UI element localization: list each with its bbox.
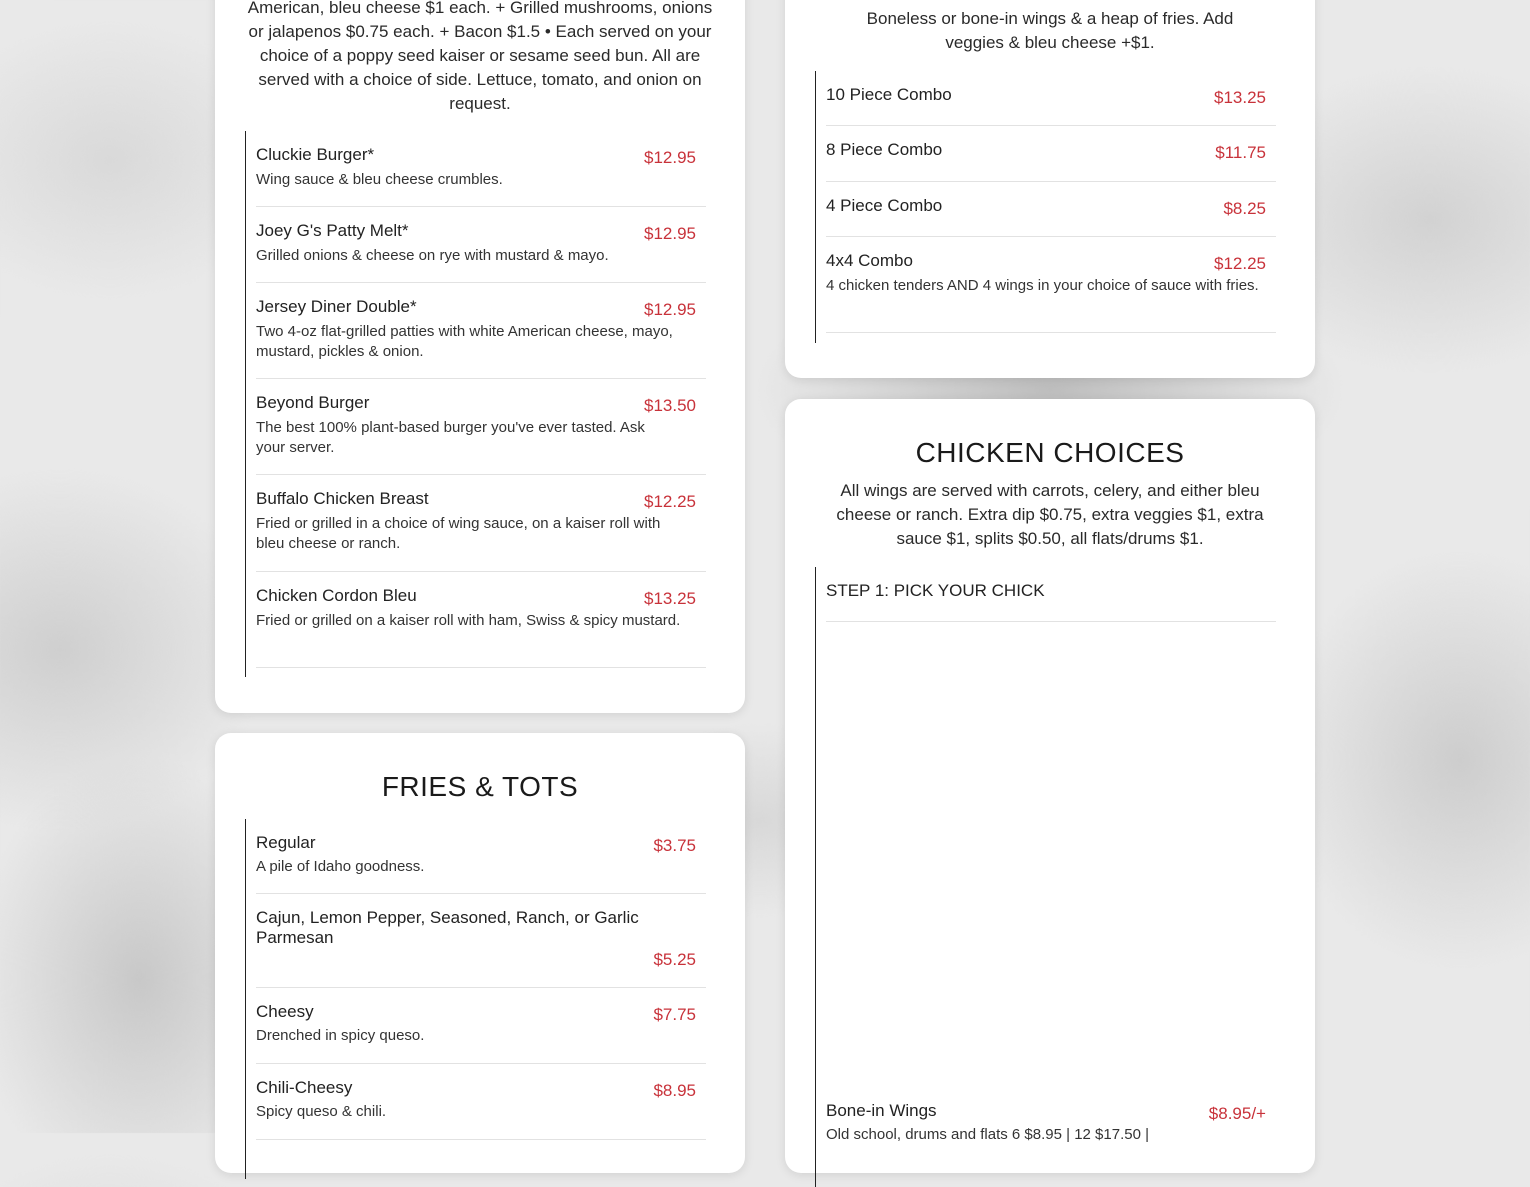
fries-card [215, 733, 745, 1173]
item-desc: Fried or grilled in a choice of wing sauce, on a kaiser roll with bleu cheese or ranch. [256, 515, 661, 552]
combos-list [815, 71, 1276, 343]
item-name: Cajun, Lemon Pepper, Seasoned, Ranch, or Garlic Parmesan [256, 908, 639, 947]
item-desc: The best 100% plant-based burger you've ever tasted. Ask your server. [256, 419, 645, 456]
menu-item[interactable] [256, 988, 706, 1064]
item-name: Cluckie Burger* [256, 145, 375, 164]
burgers-intro: American, bleu cheese $1 each. + Grilled mushrooms, onions or jalapenos $0.75 each. + Bacon $1.5 • Each served on your choice of a poppy seed kaiser or sesame seed bun. All are served with a choice of side. Lettuce, tomato, and onion on request. [247, 0, 713, 113]
menu-item[interactable] [256, 1064, 706, 1140]
item-desc: Grilled onions & cheese on rye with mustard & mayo. [256, 247, 609, 264]
menu-item[interactable] [256, 475, 706, 572]
item-price: $13.25 [1214, 88, 1266, 107]
item-desc: A pile of Idaho goodness. [256, 858, 425, 875]
item-desc: Wing sauce & bleu cheese crumbles. [256, 171, 503, 188]
combos-card [785, 0, 1315, 378]
item-price: $12.95 [644, 224, 696, 243]
item-name: Jersey Diner Double* [256, 297, 417, 316]
combos-intro: Boneless or bone-in wings & a heap of fries. Add veggies & bleu cheese +$1. [866, 9, 1234, 52]
item-desc: Spicy queso & chili. [256, 1103, 387, 1120]
item-price: $13.50 [644, 396, 696, 415]
item-price: $12.95 [644, 148, 696, 167]
item-price: $3.75 [653, 836, 696, 855]
item-price: $12.25 [644, 492, 696, 511]
item-name: 4x4 Combo [826, 251, 913, 270]
item-price: $8.25 [1223, 199, 1266, 218]
section-title: FRIES & TOTS [381, 771, 579, 802]
menu-item[interactable] [256, 131, 706, 207]
item-desc: Old school, drums and flats 6 $8.95 | 12 $17.50 | [826, 1126, 1149, 1143]
section-title: CHICKEN CHOICES [915, 437, 1185, 468]
item-price: $12.95 [644, 300, 696, 319]
fries-list [245, 819, 706, 1179]
menu-item[interactable] [256, 894, 706, 988]
menu-item[interactable] [256, 572, 706, 668]
chicken-card [785, 399, 1315, 1173]
item-name: Cheesy [256, 1002, 314, 1021]
burgers-list [245, 131, 706, 677]
menu-item[interactable] [256, 819, 706, 894]
item-price: $8.95/+ [1208, 1104, 1266, 1123]
item-name: Buffalo Chicken Breast [256, 489, 429, 508]
item-name: Chili-Cheesy [256, 1078, 353, 1097]
item-price: $11.75 [1215, 143, 1266, 162]
item-name: Beyond Burger [256, 393, 370, 412]
item-name: Chicken Cordon Bleu [256, 586, 417, 605]
menu-item[interactable] [826, 126, 1276, 182]
item-desc: Drenched in spicy queso. [256, 1027, 425, 1044]
chicken-intro: All wings are served with carrots, celery, and either bleu cheese or ranch. Extra dip $0.75, extra veggies $1, extra sauce $1, splits $0.50, all flats/drums $1. [836, 481, 1264, 548]
item-desc: Two 4-oz flat-grilled patties with white American cheese, mayo, mustard, pickles & onion. [256, 323, 673, 360]
item-name: 4 Piece Combo [826, 196, 943, 215]
item-name: Regular [256, 833, 316, 852]
item-name: 8 Piece Combo [826, 140, 943, 159]
item-price: $7.75 [653, 1005, 696, 1024]
menu-item[interactable] [826, 182, 1276, 237]
menu-item[interactable] [826, 1097, 1276, 1177]
burgers-card [215, 0, 745, 713]
item-name: 10 Piece Combo [826, 85, 952, 104]
item-desc: Fried or grilled on a kaiser roll with ham, Swiss & spicy mustard. [256, 612, 681, 629]
menu-item[interactable] [826, 237, 1276, 333]
menu-item[interactable] [256, 379, 706, 475]
item-price: $5.25 [653, 950, 696, 969]
item-price: $8.95 [653, 1081, 696, 1100]
menu-item[interactable] [256, 283, 706, 379]
step-label: STEP 1: PICK YOUR CHICK [826, 581, 1045, 600]
step-heading [826, 567, 1276, 622]
item-desc: 4 chicken tenders AND 4 wings in your choice of sauce with fries. [826, 277, 1259, 294]
menu-item[interactable] [826, 71, 1276, 126]
item-price: $13.25 [644, 589, 696, 608]
item-name: Joey G's Patty Melt* [256, 221, 409, 240]
menu-item[interactable] [256, 207, 706, 283]
item-name: Bone-in Wings [826, 1101, 937, 1120]
item-price: $12.25 [1214, 254, 1266, 273]
chicken-list [815, 567, 1276, 1187]
